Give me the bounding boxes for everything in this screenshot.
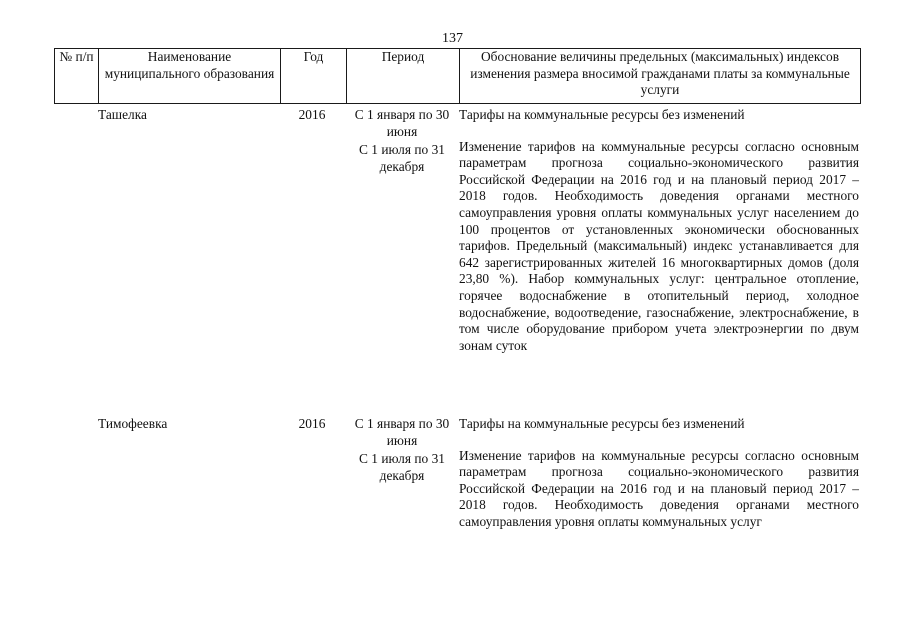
basis-cell — [459, 416, 859, 531]
header-basis: Обоснование величины предельных (максимальных) индексов изменения размера вносимой гражданами платы за коммунальные услуги — [460, 49, 861, 104]
header-municipality-name: Наименование муниципального образования — [99, 49, 281, 104]
table-row-tashelka — [54, 107, 860, 415]
period-first-half: С 1 января по 30 июня — [354, 416, 450, 448]
basis-first-half: Тарифы на коммунальные ресурсы без изменений — [459, 416, 745, 431]
period-second-half: С 1 июля по 31 декабря — [359, 142, 445, 174]
period-cell — [346, 107, 458, 175]
period-first-half: С 1 января по 30 июня — [354, 107, 450, 139]
municipality-name: Тимофеевка — [98, 416, 168, 431]
year-value: 2016 — [298, 107, 326, 122]
page-number: 137 — [442, 31, 463, 46]
basis-first-half: Тарифы на коммунальные ресурсы без изменений — [459, 107, 745, 122]
year-value: 2016 — [298, 416, 326, 431]
period-cell — [346, 416, 458, 484]
header-number: № п/п — [55, 49, 99, 104]
basis-second-half: Изменение тарифов на коммунальные ресурсы согласно основным параметрам прогноза социально-экономического развития Российской Федерации на 2016 год и на плановый период 2017 – 2018 годов. Необходимость доведения органами местного самоуправления уровня оплаты коммунальных услуг населением до 100 процентов от установленных экономически обоснованных тарифов. Предельный (максимальный) индекс устанавливается для 642 зарегистрированных жителей 16 многоквартирных домов (доля 23,80 %). Набор коммунальных услуг: центральное отопление, горячее водоснабжение в отопительный период, холодное водоснабжение, водоотведение, газоснабжение, электроснабжение, в том числе оборудование прибором учета электроэнергии по двум зонам суток — [459, 138, 859, 353]
period-second-half: С 1 июля по 31 декабря — [359, 451, 445, 483]
table-row-timofeevka — [54, 416, 860, 566]
basis-cell — [459, 107, 859, 354]
municipality-name: Ташелка — [98, 107, 147, 122]
header-year: Год — [281, 49, 347, 104]
table-header — [54, 48, 861, 104]
header-period: Период — [347, 49, 460, 104]
basis-second-half: Изменение тарифов на коммунальные ресурсы согласно основным параметрам прогноза социально-экономического развития Российской Федерации на 2016 год и на плановый период 2017 – 2018 годов. Необходимость доведения органами местного самоуправления уровня оплаты коммунальных услуг — [459, 447, 859, 529]
